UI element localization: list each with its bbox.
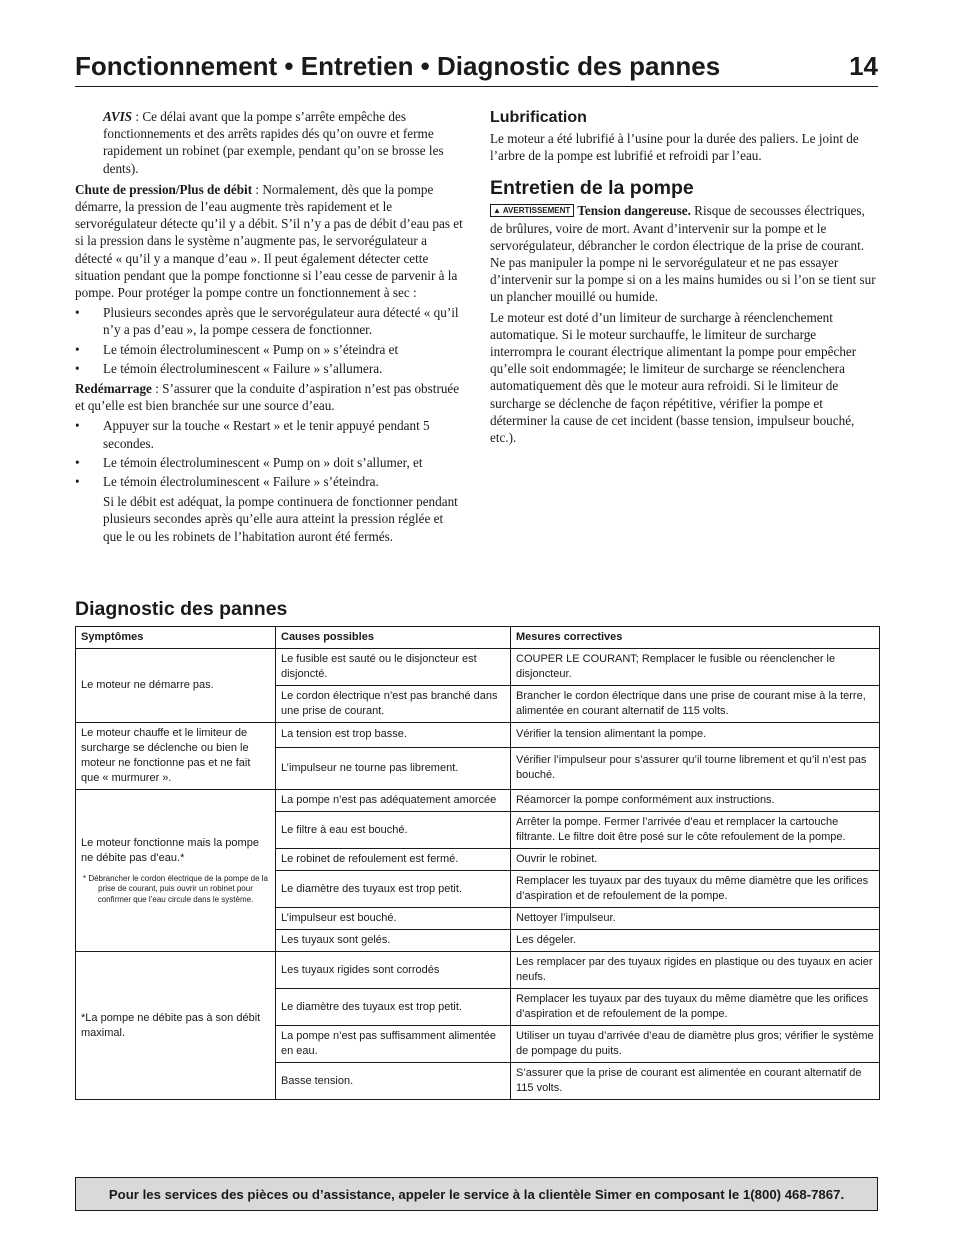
chute-text: : Normalement, dès que la pompe démarre, la pression de l’eau augmente très rapidement et le servorégulateur détecte qu’il y a débit. S’il n’y a pas de débit d’eau pas et si la pression dans le système n’augmente pas, le servorégulateur a détecté « qu’il y a manque d’eau ». Il peut également détecter cette situation pendant que la pompe fonctionne si l’eau cesse de parvenir à la pompe. Pour protéger la pompe contre un fonctionnement à sec : bbox=[75, 181, 463, 301]
cause-cell: Les tuyaux sont gelés. bbox=[276, 930, 511, 952]
cause-cell: Le diamètre des tuyaux est trop petit. bbox=[276, 989, 511, 1026]
warning-label: Tension dangereuse. bbox=[577, 203, 691, 219]
moteur-paragraph: Le moteur est doté d’un limiteur de surcharge à réenclenchement automatique. Si le moteur surchauffe, le limiteur de surcharge interrompra le courant électrique alimentant la pompe pour empêcher qu’elle soit endommagée; le limiteur de surcharge se réenclenchera automatiquement dès que le moteur aura refroidi. Si le limiteur de surcharge se déclenche de façon répétitive, vérifier la pompe et déterminer la cause de cet incident (basse tension, impulseur bouché, etc.). bbox=[490, 309, 857, 446]
table-header-row bbox=[76, 627, 880, 649]
table-row bbox=[76, 649, 880, 686]
symptom-cell bbox=[76, 790, 276, 952]
redemarrage-text: : S’assurer que la conduite d’aspiration n’est pas obstruée et qu’elle est bien branchée sur une source d’eau. bbox=[75, 381, 460, 414]
cause-cell: Le diamètre des tuyaux est trop petit. bbox=[276, 871, 511, 908]
diagnostic-heading: Diagnostic des pannes bbox=[75, 598, 288, 620]
chute-paragraph bbox=[75, 181, 465, 301]
remedy-cell: Brancher le cordon électrique dans une prise de courant mise à la terre, alimentée en courant alternatif de 115 volts. bbox=[511, 686, 880, 723]
list-item: • Appuyer sur la touche « Restart » et le tenir appuyé pendant 5 secondes. bbox=[75, 417, 465, 451]
remedy-cell: Ouvrir le robinet. bbox=[511, 849, 880, 871]
remedy-cell: Remplacer les tuyaux par des tuyaux du même diamètre que les orifices d’aspiration et de refoulement de la pompe. bbox=[511, 989, 880, 1026]
avis-label: AVIS bbox=[103, 109, 133, 124]
cause-cell: La pompe n’est pas adéquatement amorcée bbox=[276, 790, 511, 812]
symptom-note: * Débrancher le cordon électrique de la pompe de la prise de courant, puis ouvrir un robinet pour confirmer que l’eau circule dans le système. bbox=[82, 873, 268, 904]
chute-label: Chute de pression/Plus de débit bbox=[75, 181, 253, 197]
cause-cell: Basse tension. bbox=[276, 1063, 511, 1100]
cause-cell: L’impulseur est bouché. bbox=[276, 908, 511, 930]
cause-cell: Les tuyaux rigides sont corrodés bbox=[276, 952, 511, 989]
avis-text: : Ce délai avant que la pompe s’arrête empêche des fonctionnements et des arrêts rapides dés qu’on ouvre et ferme rapidement un robinet (par exemple, pendant qu’on se brosse les dents). bbox=[103, 109, 444, 176]
lubrification-paragraph: Le moteur a été lubrifié à l’usine pour la durée des paliers. Le joint de l’arbre de la pompe est lubrifié et refroidi par l’eau. bbox=[490, 131, 859, 164]
page-number: 14 bbox=[849, 51, 878, 81]
table-row bbox=[76, 952, 880, 989]
remedy-cell: Vérifier l’impulseur pour s’assurer qu’il tourne librement et qu’il n’est pas bouché. bbox=[511, 747, 880, 789]
cause-cell: La tension est trop basse. bbox=[276, 723, 511, 748]
remedy-cell: Remplacer les tuyaux par des tuyaux du même diamètre que les orifices d’aspiration et de refoulement de la pompe. bbox=[511, 871, 880, 908]
redemarrage-label: Redémarrage bbox=[75, 381, 152, 397]
lubrification-heading: Lubrification bbox=[490, 109, 587, 126]
remedy-cell: Arrêter la pompe. Fermer l’arrivée d’eau et remplacer la cartouche filtrante. Le filtre doit être posé sur le côte refoulement de la pompe. bbox=[511, 812, 880, 849]
redemarrage-after-paragraph: Si le débit est adéquat, la pompe continuera de fonctionner pendant plusieurs secondes après qu’elle aura atteint la pression réglée et que le ou les robinets de l’habitation auront été fermés. bbox=[103, 494, 458, 544]
symptom-cell: *La pompe ne débite pas à son débit maximal. bbox=[76, 952, 276, 1100]
footer-text: Pour les services des pièces ou d’assistance, appeler le service à la clientèle Simer en composant le 1(800) 468-7867. bbox=[108, 1186, 845, 1202]
cause-cell: Le cordon électrique n’est pas branché dans une prise de courant. bbox=[276, 686, 511, 723]
page-title: Fonctionnement • Entretien • Diagnostic des pannes bbox=[75, 51, 721, 81]
chute-bullet-list bbox=[75, 304, 465, 377]
right-column bbox=[490, 108, 880, 449]
symptom-cell: Le moteur chauffe et le limiteur de surcharge se déclenche ou bien le moteur ne fonctionne pas et ne fait que « murmurer ». bbox=[76, 723, 276, 790]
redemarrage-bullet-list bbox=[75, 417, 465, 490]
remedy-cell: COUPER LE COURANT; Remplacer le fusible ou réenclencher le disjoncteur. bbox=[511, 649, 880, 686]
remedy-cell: S’assurer que la prise de courant est alimentée en courant alternatif de 115 volts. bbox=[511, 1063, 880, 1100]
remedy-cell: Les dégeler. bbox=[511, 930, 880, 952]
table-row bbox=[76, 790, 880, 812]
remedy-cell: Réamorcer la pompe conformément aux instructions. bbox=[511, 790, 880, 812]
cause-cell: Le robinet de refoulement est fermé. bbox=[276, 849, 511, 871]
cause-cell: Le filtre à eau est bouché. bbox=[276, 812, 511, 849]
page-header bbox=[75, 48, 878, 87]
column-header: Mesures correctives bbox=[511, 627, 880, 649]
list-item: • Le témoin électroluminescent « Failure » s’éteindra. bbox=[75, 473, 465, 490]
warning-text: Risque de secousses électriques, de brûlures, voire de mort. Avant d’intervenir sur la pompe et le servorégulateur, débrancher le cordon électrique de la prise de courant. Ne pas manipuler la pompe ni le servorégulateur et ne pas essayer d’intervenir sur la pompe si on a les mains humides ou si l’on se tient sur un plancher mouillé ou humide. bbox=[490, 203, 876, 305]
left-column bbox=[75, 108, 465, 548]
entretien-heading: Entretien de la pompe bbox=[490, 177, 694, 200]
list-item: • Le témoin électroluminescent « Pump on » s’éteindra et bbox=[75, 341, 465, 358]
column-header: Causes possibles bbox=[276, 627, 511, 649]
remedy-cell: Les remplacer par des tuyaux rigides en plastique ou des tuyaux en acier neufs. bbox=[511, 952, 880, 989]
remedy-cell: Nettoyer l’impulseur. bbox=[511, 908, 880, 930]
cause-cell: La pompe n’est pas suffisamment alimentée en eau. bbox=[276, 1026, 511, 1063]
symptom-cell: Le moteur ne démarre pas. bbox=[76, 649, 276, 723]
remedy-cell: Utiliser un tuyau d’arrivée d’eau de diamètre plus gros; vérifier le système de pompage du puits. bbox=[511, 1026, 880, 1063]
footer-banner bbox=[75, 1177, 878, 1211]
cause-cell: Le fusible est sauté ou le disjoncteur est disjoncté. bbox=[276, 649, 511, 686]
diagnostic-table bbox=[75, 626, 880, 1100]
cause-cell: L’impulseur ne tourne pas librement. bbox=[276, 747, 511, 789]
table-row bbox=[76, 723, 880, 748]
redemarrage-paragraph bbox=[75, 380, 465, 414]
symptom-text: Le moteur fonctionne mais la pompe ne débite pas d’eau.* bbox=[81, 836, 259, 864]
remedy-cell: Vérifier la tension alimentant la pompe. bbox=[511, 723, 880, 748]
column-header: Symptômes bbox=[76, 627, 276, 649]
warning-badge: ▲ AVERTISSEMENT bbox=[490, 204, 574, 217]
avis-paragraph bbox=[75, 108, 465, 177]
warning-triangle-icon: ▲ bbox=[493, 206, 501, 216]
list-item: • Le témoin électroluminescent « Pump on » doit s’allumer, et bbox=[75, 454, 465, 471]
list-item: • Le témoin électroluminescent « Failure » s’allumera. bbox=[75, 360, 465, 377]
warning-paragraph bbox=[490, 202, 880, 305]
list-item: • Plusieurs secondes après que le servorégulateur aura détecté « qu’il n’y a pas d’eau », la pompe cessera de fonctionner. bbox=[75, 304, 465, 338]
